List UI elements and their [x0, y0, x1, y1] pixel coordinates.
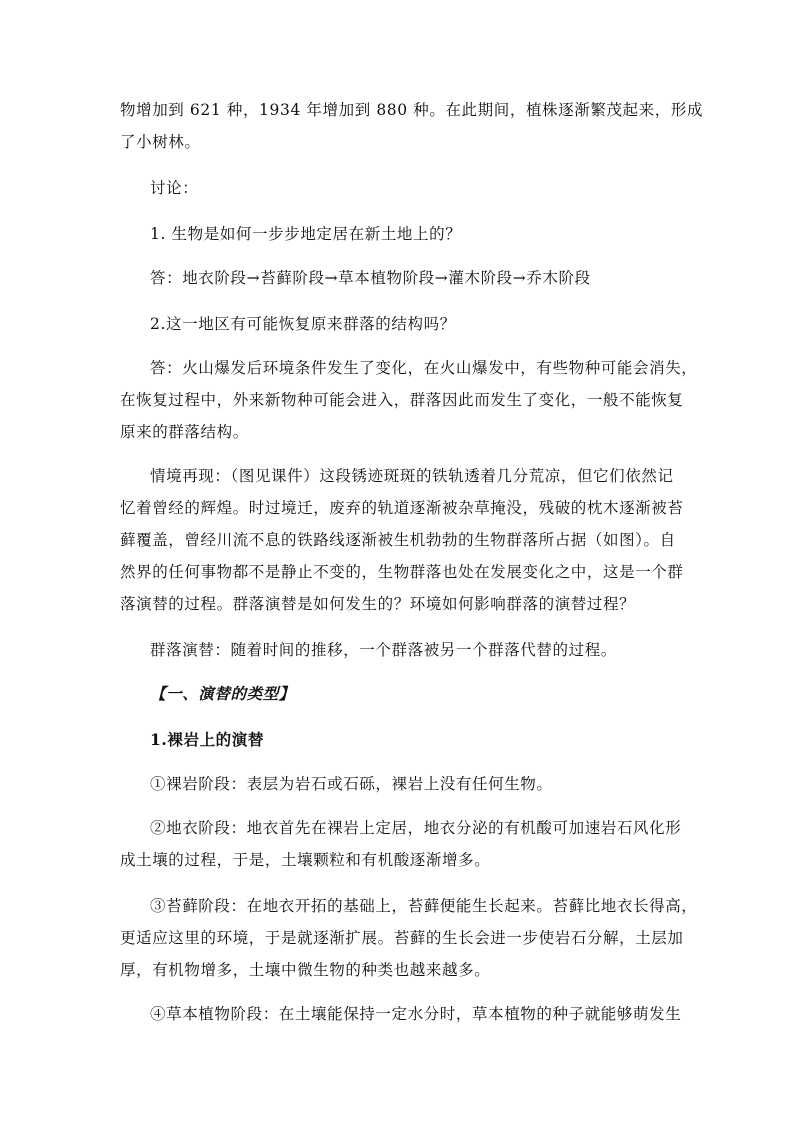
stage-3-line: 更适应这里的环境，于是就逐渐扩展。苔藓的生长会进一步使岩石分解，土层加 — [120, 929, 684, 947]
scenario-line: 落演替的过程。群落演替是如何发生的？环境如何影响群落的演替过程？ — [120, 595, 636, 613]
stage-3-line: 厚，有机物增多，土壤中微生物的种类也越来越多。 — [120, 961, 491, 979]
subsection-heading: 1.裸岩上的演替 — [150, 730, 264, 749]
scenario-line: 然界的任何事物都不是静止不变的，生物群落也处在发展变化之中，这是一个群 — [120, 563, 684, 581]
question-2: 2.这一地区有可能恢复原来群落的结构吗？ — [150, 315, 456, 333]
answer-2-line: 原来的群落结构。 — [120, 423, 249, 441]
scenario-line: 情境再现：（图见课件）这段锈迹斑斑的铁轨透着几分荒凉，但它们依然记 — [150, 467, 674, 485]
definition-line: 群落演替：随着时间的推移，一个群落被另一个群落代替的过程。 — [150, 641, 617, 659]
discussion-heading: 讨论： — [150, 179, 199, 197]
paragraph-line: 了小树林。 — [120, 133, 201, 151]
answer-1: 答：地衣阶段→苔藓阶段→草本植物阶段→灌木阶段→乔木阶段 — [150, 269, 591, 287]
scenario-line: 忆着曾经的辉煌。时过境迁，废弃的轨道逐渐被杂草掩没，残破的枕木逐渐被苔 — [120, 499, 684, 517]
stage-3-line: ③苔藓阶段：在地衣开拓的基础上，苔藓便能生长起来。苔藓比地衣长得高， — [150, 897, 698, 915]
answer-2-line: 在恢复过程中，外来新物种可能会进入，群落因此而发生了变化，一般不能恢复 — [120, 391, 684, 409]
stage-2-line: 成土壤的过程，于是，土壤颗粒和有机酸逐渐增多。 — [120, 851, 491, 869]
stage-2-line: ②地衣阶段：地衣首先在裸岩上定居，地衣分泌的有机酸可加速岩石风化形 — [150, 819, 682, 837]
section-heading: 【一、演替的类型】 — [150, 684, 295, 703]
stage-4-line: ④草本植物阶段：在土壤能保持一定水分时，草本植物的种子就能够萌发生 — [150, 1005, 682, 1023]
paragraph-line: 物增加到 621 种，1934 年增加到 880 种。在此期间，植株逐渐繁茂起来，形成 — [120, 101, 704, 119]
answer-2-line: 答：火山爆发后环境条件发生了变化，在火山爆发中，有些物种可能会消失， — [150, 359, 698, 377]
stage-1-line: ①裸岩阶段：表层为岩石或石砾，裸岩上没有任何生物。 — [150, 775, 553, 793]
scenario-line: 藓覆盖，曾经川流不息的铁路线逐渐被生机勃勃的生物群落所占据（如图）。自 — [120, 531, 676, 549]
question-1: 1. 生物是如何一步步地定居在新土地上的？ — [150, 225, 462, 243]
